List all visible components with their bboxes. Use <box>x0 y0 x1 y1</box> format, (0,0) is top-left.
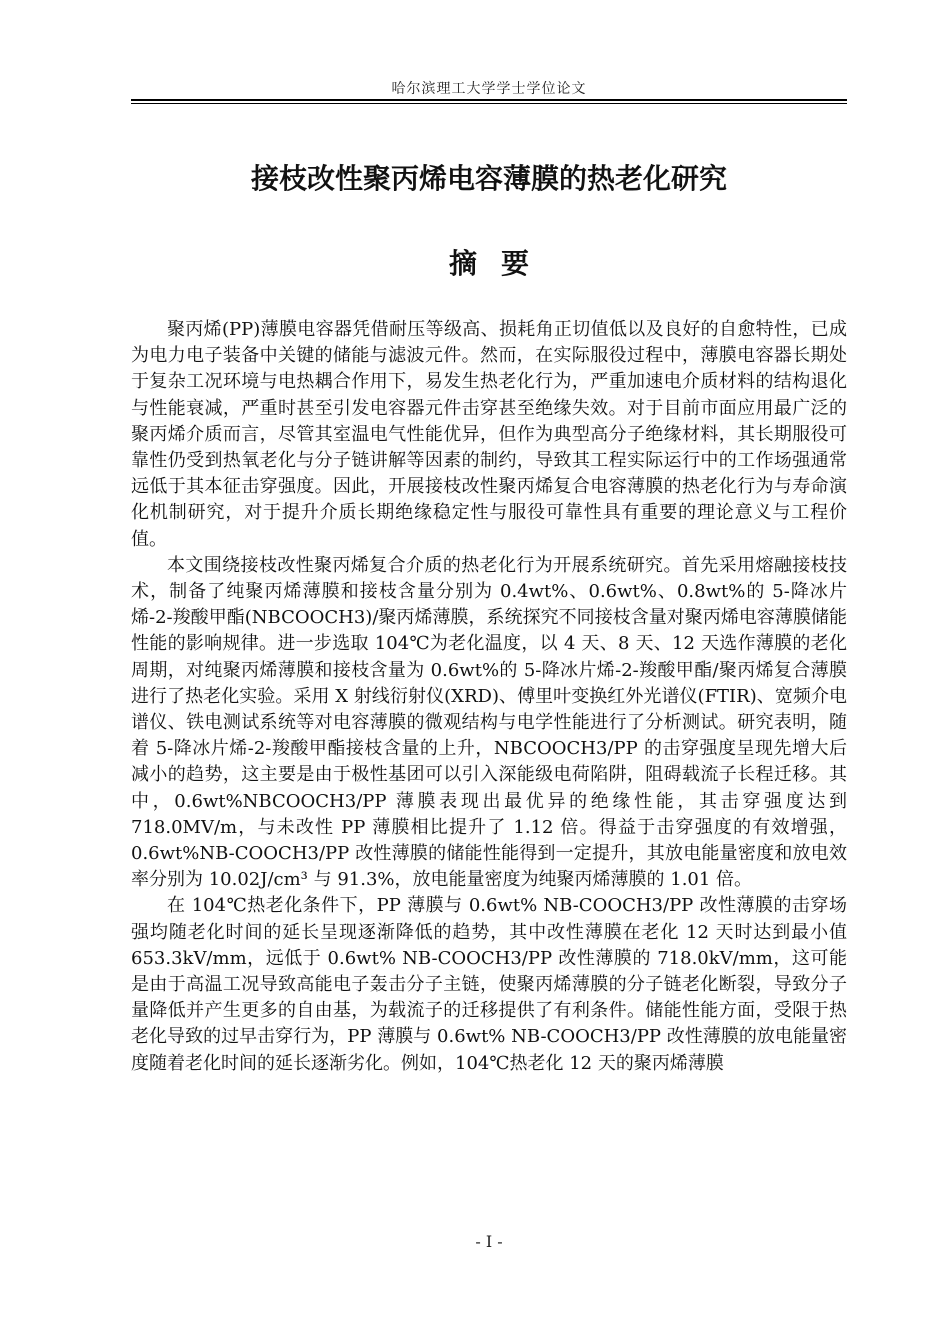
abstract-body <box>131 317 847 1077</box>
header-rule-thick <box>131 99 847 101</box>
abstract-heading: 摘要 <box>448 247 553 280</box>
paragraph-3: 在 104℃热老化条件下，PP 薄膜与 0.6wt% NB-COOCH3/PP 改性薄膜的击穿场强均随老化时间的延长呈现逐渐降低的趋势，其中改性薄膜在老化 12 天时达到最小值 653.3kV/mm，远低于 0.6wt% NB-COOCH3/PP 改性薄膜的 718.0kV/mm，这可能是由于高温工况导致高能电子轰击分子主链，使聚丙烯薄膜的分子链老化断裂，导致分子量降低并产生更多的自由基，为载流子的迁移提供了有利条件。储能性能方面，受限于热老化导致的过早击穿行为，PP 薄膜与 0.6wt% NB-COOCH3/PP 改性薄膜的放电能量密度随着老化时间的延长逐渐劣化。例如，104℃热老化 12 天的聚丙烯薄膜 <box>131 895 847 1074</box>
paragraph-2: 本文围绕接枝改性聚丙烯复合介质的热老化行为开展系统研究。首先采用熔融接枝技术，制备了纯聚丙烯薄膜和接枝含量分别为 0.4wt%、0.6wt%、0.8wt%的 5-降冰片烯-2-羧酸甲酯(NBCOOCH3)/聚丙烯薄膜，系统探究不同接枝含量对聚丙烯电容薄膜储能性能的影响规律。进一步选取 104℃为老化温度，以 4 天、8 天、12 天选作薄膜的老化周期，对纯聚丙烯薄膜和接枝含量为 0.6wt%的 5-降冰片烯-2-羧酸甲酯/聚丙烯复合薄膜进行了热老化实验。采用 X 射线衍射仪(XRD)、傅里叶变换红外光谱仪(FTIR)、宽频介电谱仪、铁电测试系统等对电容薄膜的微观结构与电学性能进行了分析测试。研究表明，随着 5-降冰片烯-2-羧酸甲酯接枝含量的上升，NBCOOCH3/PP 的击穿强度呈现先增大后减小的趋势，这主要是由于极性基团可以引入深能级电荷陷阱，阻碍载流子长程迁移。其中，0.6wt%NBCOOCH3/PP 薄膜表现出最优异的绝缘性能，其击穿强度达到 718.0MV/m，与未改性 PP 薄膜相比提升了 1.12 倍。得益于击穿强度的有效增强，0.6wt%NB-COOCH3/PP 改性薄膜的储能性能得到一定提升，其放电能量密度和放电效率分别为 10.02J/cm³ 与 91.3%，放电能量密度为纯聚丙烯薄膜的 1.01 倍。 <box>131 554 847 891</box>
page-number: - I - <box>475 1232 503 1251</box>
paragraph-1: 聚丙烯(PP)薄膜电容器凭借耐压等级高、损耗角正切值低以及良好的自愈特性，已成为电力电子装备中关键的储能与滤波元件。然而，在实际服役过程中，薄膜电容器长期处于复杂工况环境与电热耦合作用下，易发生热老化行为，严重加速电介质材料的结构退化与性能衰减，严重时甚至引发电容器元件击穿甚至绝缘失效。对于目前市面应用最广泛的聚丙烯介质而言，尽管其室温电气性能优异，但作为典型高分子绝缘材料，其长期服役可靠性仍受到热氧老化与分子链讲解等因素的制约，导致其工程实际运行中的工作场强通常远低于其本征击穿强度。因此，开展接枝改性聚丙烯复合电容薄膜的热老化行为与寿命演化机制研究，对于提升介质长期绝缘稳定性与服役可靠性具有重要的理论意义与工程价值。 <box>131 319 847 550</box>
header-rule-thin <box>131 103 847 104</box>
running-header: 哈尔滨理工大学学士学位论文 <box>391 81 587 97</box>
thesis-title: 接枝改性聚丙烯电容薄膜的热老化研究 <box>250 162 727 195</box>
